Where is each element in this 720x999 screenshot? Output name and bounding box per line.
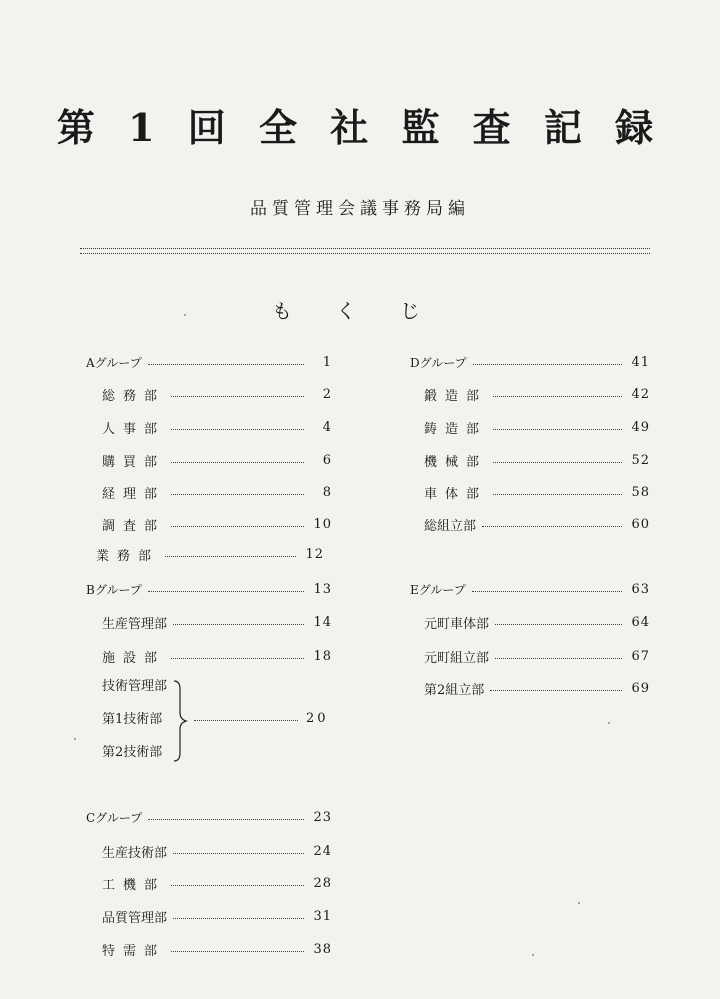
toc-entry-tooling	[102, 872, 332, 894]
toc-label: 生産技術部	[102, 845, 168, 861]
leader-dots	[493, 396, 622, 397]
dotted-divider-top	[80, 248, 650, 249]
toc-entry-motomachi-body	[424, 611, 650, 633]
toc-label: 総組立部	[424, 518, 477, 534]
leader-dots	[171, 462, 304, 463]
toc-page-number: 63	[631, 581, 650, 597]
leader-dots	[495, 658, 622, 659]
toc-page-number: 31	[313, 908, 332, 924]
leader-dots	[165, 556, 296, 557]
toc-entry-forging	[424, 383, 650, 405]
toc-label: Bグループ	[86, 582, 142, 597]
scan-speck	[74, 738, 76, 740]
contents-heading: もくじ	[272, 299, 464, 323]
leader-dots	[493, 462, 622, 463]
leader-dots	[493, 494, 622, 495]
toc-label: Eグループ	[410, 582, 466, 597]
scan-speck	[184, 314, 186, 316]
leader-dots	[173, 853, 304, 854]
toc-entry-body	[424, 481, 650, 503]
toc-page-number: 18	[313, 648, 332, 664]
document-subtitle: 品質管理会議事務局編	[250, 199, 470, 219]
toc-page-number: 67	[631, 648, 650, 664]
toc-label: 品質管理部	[102, 910, 168, 926]
toc-label: Aグループ	[86, 355, 142, 370]
toc-label: 調査部	[102, 518, 166, 534]
toc-page-number: 13	[313, 581, 332, 597]
toc-label: 経理部	[102, 486, 166, 502]
toc-page-number: 42	[631, 386, 650, 402]
toc-page-number: 38	[313, 941, 332, 957]
toc-label: Cグループ	[86, 810, 143, 825]
toc-entry-motomachi-assembly	[424, 645, 650, 667]
toc-label: 業務部	[96, 548, 160, 564]
leader-dots	[171, 885, 304, 886]
toc-entry-e-group	[410, 578, 650, 600]
toc-entry-personnel	[102, 416, 332, 438]
dotted-divider-bottom	[80, 253, 650, 254]
leader-dots	[148, 819, 304, 820]
leader-dots	[171, 526, 304, 527]
leader-dots	[493, 429, 622, 430]
toc-label: 第2組立部	[424, 682, 485, 698]
leader-dots	[490, 690, 622, 691]
toc-label: 生産管理部	[102, 616, 168, 632]
toc-entry-accounting	[102, 481, 332, 503]
toc-page-number: 1	[322, 354, 332, 370]
toc-entry-final-assembly	[424, 513, 650, 535]
toc-label: 車体部	[424, 486, 488, 502]
scan-speck	[608, 722, 610, 724]
leader-dots	[148, 591, 304, 592]
leader-dots	[171, 658, 304, 659]
toc-label: 元町車体部	[424, 616, 490, 632]
toc-page-number: 10	[313, 516, 332, 532]
scan-speck	[532, 954, 534, 956]
leader-dots	[482, 526, 622, 527]
toc-label: 人事部	[102, 421, 166, 437]
toc-page-number: 2	[322, 386, 332, 402]
toc-page-number: 20	[306, 711, 329, 726]
toc-entry-production-engineering	[102, 840, 332, 862]
toc-page-number: 23	[313, 809, 332, 825]
leader-dots	[171, 951, 304, 952]
toc-label: 鋳造部	[424, 421, 488, 437]
scan-speck	[578, 902, 580, 904]
toc-entry-machining	[424, 449, 650, 471]
toc-label: Dグループ	[410, 355, 467, 370]
toc-label: 機械部	[424, 454, 488, 470]
toc-entry-a-group	[86, 351, 332, 373]
toc-page-number: 28	[313, 875, 332, 891]
toc-label: 施設部	[102, 650, 166, 666]
toc-entry-research	[102, 513, 332, 535]
toc-label: 元町組立部	[424, 650, 490, 666]
toc-page-number: 4	[322, 419, 332, 435]
toc-page-number: 41	[631, 354, 650, 370]
toc-page-number: 60	[631, 516, 650, 532]
toc-label: 特需部	[102, 943, 166, 959]
toc-entry-casting	[424, 416, 650, 438]
toc-entry-b-group	[86, 578, 332, 600]
toc-label: 総務部	[102, 388, 166, 404]
toc-label: 購買部	[102, 454, 166, 470]
toc-page-number: 69	[631, 680, 650, 696]
toc-entry-general-affairs	[102, 383, 332, 405]
leader-dots	[173, 624, 304, 625]
toc-page-number: 8	[322, 484, 332, 500]
toc-entry-second-assembly	[424, 677, 650, 699]
toc-label: 鍛造部	[424, 388, 488, 404]
toc-page-number: 64	[631, 614, 650, 630]
leader-dots	[171, 494, 304, 495]
toc-entry-special-procurement	[102, 938, 332, 960]
toc-entry-c-group	[86, 806, 332, 828]
toc-entry-operations	[96, 543, 324, 565]
toc-label-first-technical: 第1技術部	[102, 712, 163, 727]
toc-page-number: 14	[313, 614, 332, 630]
toc-label: 工機部	[102, 877, 166, 893]
toc-entry-facilities	[102, 645, 332, 667]
leader-dots	[472, 591, 622, 592]
toc-page-number: 58	[631, 484, 650, 500]
toc-page-number: 52	[631, 452, 650, 468]
toc-label-second-technical: 第2技術部	[102, 745, 163, 760]
leader-dots	[473, 364, 622, 365]
leader-dots	[194, 720, 298, 721]
leader-dots	[495, 624, 622, 625]
toc-page-number: 6	[322, 452, 332, 468]
toc-page-number: 24	[313, 843, 332, 859]
toc-label-technical-management: 技術管理部	[102, 679, 168, 694]
leader-dots	[173, 918, 304, 919]
toc-page-number: 49	[631, 419, 650, 435]
leader-dots	[148, 364, 304, 365]
toc-page-number: 12	[305, 546, 324, 562]
toc-entry-quality-control	[102, 905, 332, 927]
document-title: 第 1 回 全 社 監 査 記 録	[56, 105, 664, 150]
toc-entry-d-group	[410, 351, 650, 373]
right-brace-icon	[170, 679, 192, 763]
leader-dots	[171, 429, 304, 430]
toc-entry-production-control	[102, 611, 332, 633]
leader-dots	[171, 396, 304, 397]
toc-entry-purchasing	[102, 449, 332, 471]
